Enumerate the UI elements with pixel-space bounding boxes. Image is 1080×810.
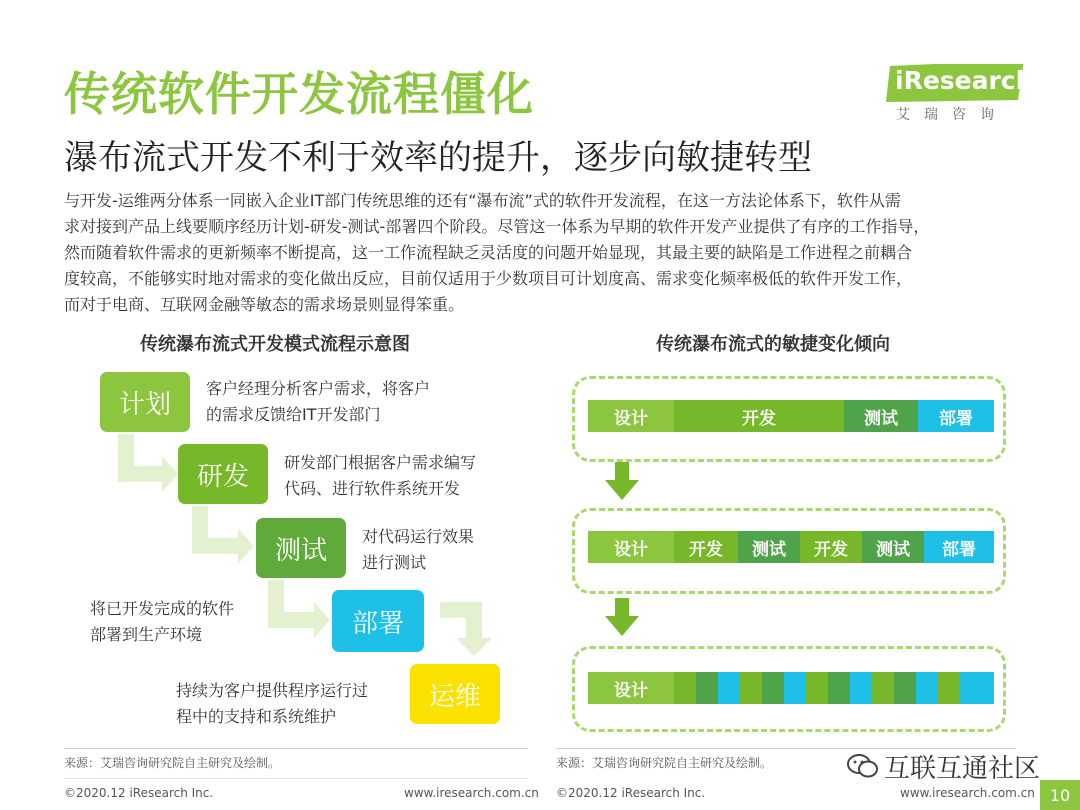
stage-develop-label: 研发 — [196, 461, 249, 492]
bar-stripe — [916, 672, 938, 704]
bar-stripe — [938, 672, 960, 704]
bar-segment: 开发 — [674, 531, 738, 563]
source-note-left: 来源：艾瑞咨询研究院自主研究及绘制。 — [64, 756, 281, 770]
intro-paragraph — [64, 188, 1032, 318]
stage-test-label: 测试 — [274, 535, 327, 566]
footer-divider-left — [64, 778, 528, 779]
stage-operate-desc — [176, 678, 368, 730]
agile-bar-3 — [588, 672, 994, 704]
stage-plan-desc — [206, 376, 430, 428]
stage-develop — [178, 444, 268, 504]
stage-develop-desc — [284, 450, 476, 502]
bar-stripe — [828, 672, 850, 704]
desc-line: 程中的支持和系统维护 — [176, 707, 337, 726]
intro-line: 求对接到产品上线要顺序经历计划-研发-测试-部署四个阶段。尽管这一体系为早期的软件开发产业提供了有序的工作指导， — [64, 217, 930, 236]
desc-line: 研发部门根据客户需求编写 — [284, 453, 477, 472]
bar-stripe — [872, 672, 894, 704]
bar-stripe — [740, 672, 762, 704]
agile-bar-1 — [588, 400, 994, 432]
bar-segment: 测试 — [862, 531, 924, 563]
bar-segment: 开发 — [674, 400, 844, 432]
bar-segment: 设计 — [588, 531, 674, 563]
stage-test — [256, 518, 346, 578]
desc-line: 代码、进行软件系统开发 — [284, 479, 461, 498]
page-title: 传统软件开发流程僵化 — [64, 67, 534, 121]
bar-segment: 开发 — [800, 531, 862, 563]
stage-plan-label: 计划 — [118, 389, 171, 420]
bar-segment: 测试 — [844, 400, 918, 432]
desc-line: 的需求反馈给IT开发部门 — [206, 405, 381, 424]
source-note-right: 来源：艾瑞咨询研究院自主研究及绘制。 — [556, 756, 773, 770]
bar-segment: 设计 — [588, 672, 674, 704]
bar-stripe — [960, 672, 994, 704]
bar-stripe — [894, 672, 916, 704]
desc-line: 进行测试 — [362, 553, 427, 572]
bar-segment: 部署 — [918, 400, 994, 432]
down-arrow-icon — [604, 598, 640, 638]
right-diagram-heading: 传统瀑布流式的敏捷变化倾向 — [656, 334, 890, 355]
logo-chinese-text: 艾瑞咨询 — [896, 107, 1008, 123]
bar-stripe — [850, 672, 872, 704]
bar-segment: 部署 — [924, 531, 994, 563]
bar-stripe — [762, 672, 784, 704]
wechat-icon — [846, 752, 880, 780]
copyright-left: ©2020.12 iResearch Inc. — [64, 786, 214, 800]
stage-operate-label: 运维 — [428, 681, 481, 712]
agile-bar-2 — [588, 531, 994, 563]
site-url-left[interactable]: www.iresearch.com.cn — [404, 786, 539, 800]
down-arrow-icon — [604, 462, 640, 502]
desc-line: 持续为客户提供程序运行过 — [176, 681, 369, 700]
desc-line: 将已开发完成的软件 — [90, 599, 235, 618]
bar-stripe — [806, 672, 828, 704]
page-number: 10 — [1040, 780, 1080, 810]
stage-deploy — [332, 590, 424, 652]
bar-stripe — [784, 672, 806, 704]
page-subtitle: 瀑布流式开发不利于效率的提升，逐步向敏捷转型 — [64, 138, 812, 178]
copyright-right: ©2020.12 iResearch Inc. — [556, 786, 706, 800]
bar-segment: 测试 — [738, 531, 800, 563]
site-url-right[interactable]: www.iresearch.com.cn — [900, 786, 1035, 800]
intro-line: 与开发-运维两分体系一同嵌入企业IT部门传统思维的还有“瀑布流”式的软件开发流程，在这一方法论体系下，软件从需 — [64, 191, 901, 210]
desc-line: 部署到生产环境 — [90, 625, 203, 644]
bar-stripe — [718, 672, 740, 704]
desc-line: 对代码运行效果 — [362, 527, 475, 546]
bar-stripe — [696, 672, 718, 704]
stage-deploy-label: 部署 — [351, 608, 404, 639]
intro-line: 然而随着软件需求的更新频率不断提高，这一工作流程缺乏灵活度的问题开始显现，其最主要的缺陷是工作进程之前耦合 — [64, 243, 913, 262]
stage-operate — [410, 664, 500, 724]
intro-line: 而对于电商、互联网金融等敏态的需求场景则显得笨重。 — [64, 295, 465, 314]
footer-rule-left — [64, 748, 528, 749]
intro-line: 度较高，不能够实时地对需求的变化做出反应，目前仅适用于少数项目可计划度高、需求变化频率极低的软件开发工作， — [64, 269, 913, 288]
stage-plan — [100, 372, 190, 432]
desc-line: 客户经理分析客户需求，将客户 — [206, 379, 431, 398]
left-diagram-heading: 传统瀑布流式开发模式流程示意图 — [140, 334, 410, 355]
watermark-text: 互联互通社区 — [884, 754, 1041, 784]
stage-test-desc — [362, 524, 474, 576]
bar-segment: 设计 — [588, 400, 674, 432]
logo-brand-text: iResearch — [895, 66, 1034, 95]
bar-stripe — [674, 672, 696, 704]
stage-deploy-desc — [90, 596, 234, 648]
